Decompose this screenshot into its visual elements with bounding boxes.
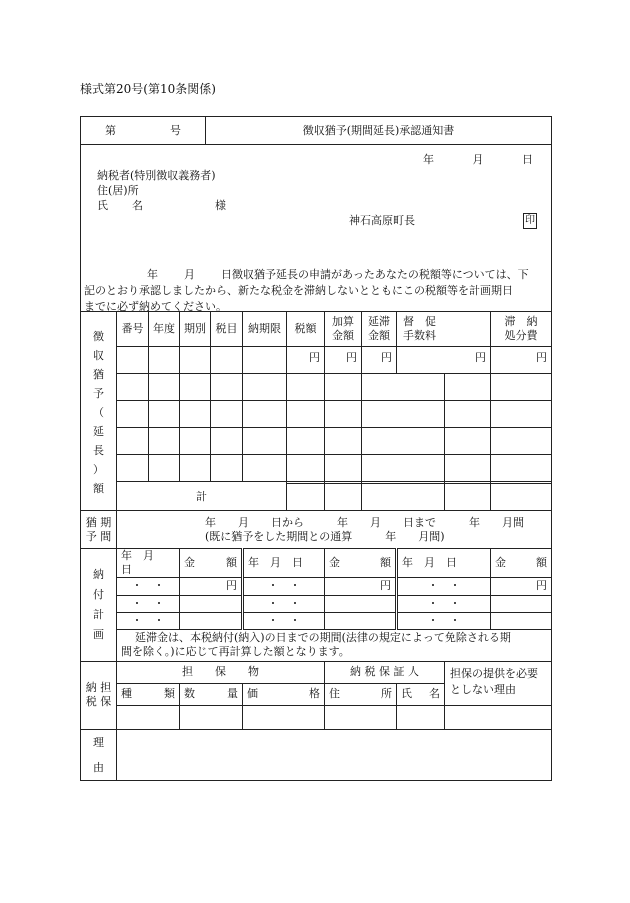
side-char: 額 (93, 481, 104, 495)
side-char: ） (93, 462, 104, 476)
plan-date: ・ ・ (243, 612, 325, 629)
yen-unit: 円 (491, 347, 552, 374)
col-fee (397, 312, 491, 347)
total-row (81, 484, 552, 511)
collateral-price (243, 683, 325, 705)
plan-amount: 円 (325, 577, 397, 595)
postpone-label-2: 予 間 (85, 529, 112, 543)
yen-unit: 円 (287, 347, 325, 374)
late-2: 金額 (368, 329, 390, 342)
plan-date-text: 年 月 日 (121, 549, 165, 576)
addr-1: 住 (329, 687, 340, 701)
table-row (81, 401, 552, 428)
arrears-2: 処分費 (504, 329, 538, 342)
plan-date: ・ ・ (243, 577, 325, 595)
qty-2: 量 (227, 687, 238, 701)
amount-1: 金 (329, 555, 340, 569)
name-1: 氏 (401, 687, 412, 701)
side-char: 画 (93, 627, 104, 641)
col-late (362, 312, 397, 347)
body-month: 月 (184, 268, 195, 281)
postpone-line-2: (既に猶予をした期間との通算 年 月間) (205, 529, 445, 543)
amount-1: 金 (184, 555, 195, 569)
table-row (81, 347, 552, 374)
reason-side-label (81, 729, 117, 780)
body-line-2: 記のとおり承認しましたから、新たな税金を滞納しないとともにこの税額等を計画期日 (84, 284, 513, 297)
plan-date-header (117, 549, 180, 578)
notice-header-table (80, 116, 552, 312)
reason-body (117, 729, 552, 780)
plan-amount-header (325, 549, 397, 578)
date-day: 日 (522, 153, 533, 166)
plan-date: ・ ・ (397, 595, 491, 612)
plan-date-text: 年 月 日 (402, 555, 457, 569)
number-cell (81, 117, 206, 145)
plan-amount: 円 (180, 577, 243, 595)
late-fee-note-2: 間を除く。)に応じて再計算した額となります。 (121, 645, 350, 658)
collateral-quantity (180, 683, 243, 705)
postpone-period (117, 511, 552, 549)
tax-side-label (81, 312, 117, 511)
notice-body (84, 267, 548, 312)
col-number: 番号 (117, 312, 149, 347)
addressee-block (81, 145, 552, 312)
surcharge-2: 金額 (332, 329, 354, 342)
amount-2: 額 (536, 555, 547, 569)
plan-date: ・ ・ (117, 577, 180, 595)
body-line-1 (84, 267, 548, 283)
col-tax: 税額 (287, 312, 325, 347)
side-char: 由 (93, 760, 104, 774)
number-prefix: 第 (105, 123, 116, 137)
arrears-1: 滞 納 (504, 315, 538, 329)
amount-2: 額 (226, 555, 237, 569)
yen-unit: 円 (362, 347, 397, 374)
plan-date: ・ ・ (243, 595, 325, 612)
side-char: 収 (93, 348, 104, 362)
detail-table (80, 311, 552, 781)
postpone-line-1: 年 月 日から 年 月 日まで 年 月間 (205, 515, 524, 529)
seal-char: 印 (523, 213, 537, 229)
plan-row (81, 577, 552, 595)
guarantor-address (325, 683, 397, 705)
fee-2: 手数料 (403, 329, 436, 342)
plan-side-label (81, 549, 117, 662)
amount-1: 金 (495, 555, 506, 569)
guarantor-header: 納 税 保 証 人 (325, 661, 445, 683)
side-char: 理 (93, 735, 104, 749)
side-char: 猶 (93, 367, 104, 381)
plan-row (81, 612, 552, 629)
postpone-label (81, 511, 117, 549)
amount-2: 額 (380, 555, 391, 569)
seal-mark (523, 213, 537, 229)
side-char: （ (93, 405, 104, 419)
col-item: 税目 (211, 312, 243, 347)
name-2: 名 (429, 687, 440, 701)
surcharge-1: 加算 (332, 315, 354, 329)
table-row (81, 374, 552, 401)
issuer-name: 神石高原町長 (349, 214, 415, 227)
qty-1: 数 (184, 687, 195, 701)
plan-amount-header (180, 549, 243, 578)
side-char: 予 (93, 386, 104, 400)
plan-row (81, 595, 552, 612)
table-row (81, 455, 552, 482)
name-label-2: 名 (132, 199, 143, 212)
name-label-1: 氏 (97, 199, 108, 212)
side-char: 長 (93, 443, 104, 457)
price-2: 格 (309, 687, 320, 701)
plan-date: ・ ・ (397, 612, 491, 629)
collateral-side-label (81, 661, 117, 729)
price-1: 価 (247, 687, 258, 701)
plan-date-header (243, 549, 325, 578)
guarantor-name (397, 683, 445, 705)
side-char: 徴 (93, 329, 104, 343)
col-period: 期別 (180, 312, 211, 347)
postpone-label-1: 猶 期 (85, 515, 112, 529)
collateral-label-1: 納 担 (85, 681, 112, 695)
plan-amount: 円 (491, 577, 552, 595)
issue-date (423, 153, 533, 167)
late-fee-note-1: 延滞金は、本税納付(納入)の日までの期間(法律の規定によって免除される期 (135, 631, 511, 644)
col-surcharge (325, 312, 362, 347)
addr-2: 所 (381, 687, 392, 701)
honorific: 様 (215, 199, 226, 212)
date-year: 年 (423, 153, 434, 166)
collateral-label-2: 税 保 (85, 695, 112, 708)
late-fee-note (117, 629, 552, 661)
address-label: 住(居)所 (97, 184, 139, 197)
name-label (97, 199, 143, 213)
plan-amount-header (491, 549, 552, 578)
late-1: 延滞 (368, 315, 390, 329)
plan-date: ・ ・ (117, 595, 180, 612)
side-char: 延 (93, 424, 104, 438)
side-char: 納 (93, 567, 104, 581)
collateral-header: 担 保 物 (117, 661, 325, 683)
plan-date: ・ ・ (117, 612, 180, 629)
col-deadline: 納期限 (243, 312, 287, 347)
plan-date-text: 年 月 日 (248, 555, 303, 569)
table-row (81, 428, 552, 455)
kind-2: 類 (164, 687, 175, 701)
collateral-kind (117, 683, 180, 705)
col-year: 年度 (149, 312, 180, 347)
yen-unit: 円 (325, 347, 362, 374)
yen-unit: 円 (397, 347, 491, 374)
fee-1: 督 促 (403, 315, 436, 329)
form-label: 様式第20号(第10条関係) (80, 82, 216, 96)
taxpayer-label: 納税者(特別徴収義務者) (97, 169, 216, 182)
total-label: 計 (117, 484, 287, 511)
col-arrears (491, 312, 552, 347)
side-char: 計 (93, 607, 104, 621)
body-line-3: までに必ず納めてください。 (84, 300, 227, 312)
document-title: 徴収猶予(期間延長)承認通知書 (206, 117, 552, 145)
date-month: 月 (472, 153, 484, 166)
body-year: 年 (147, 268, 158, 281)
number-suffix: 号 (170, 123, 181, 137)
body-line-1-rest: 日徴収猶予延長の申請があったあなたの税額等については、下 (221, 268, 529, 281)
kind-1: 種 (121, 687, 132, 701)
side-char: 付 (93, 587, 104, 601)
plan-date: ・ ・ (397, 577, 491, 595)
plan-date-header (397, 549, 491, 578)
reason-not-required-header: 担保の提供を必要としない理由 (445, 661, 552, 705)
